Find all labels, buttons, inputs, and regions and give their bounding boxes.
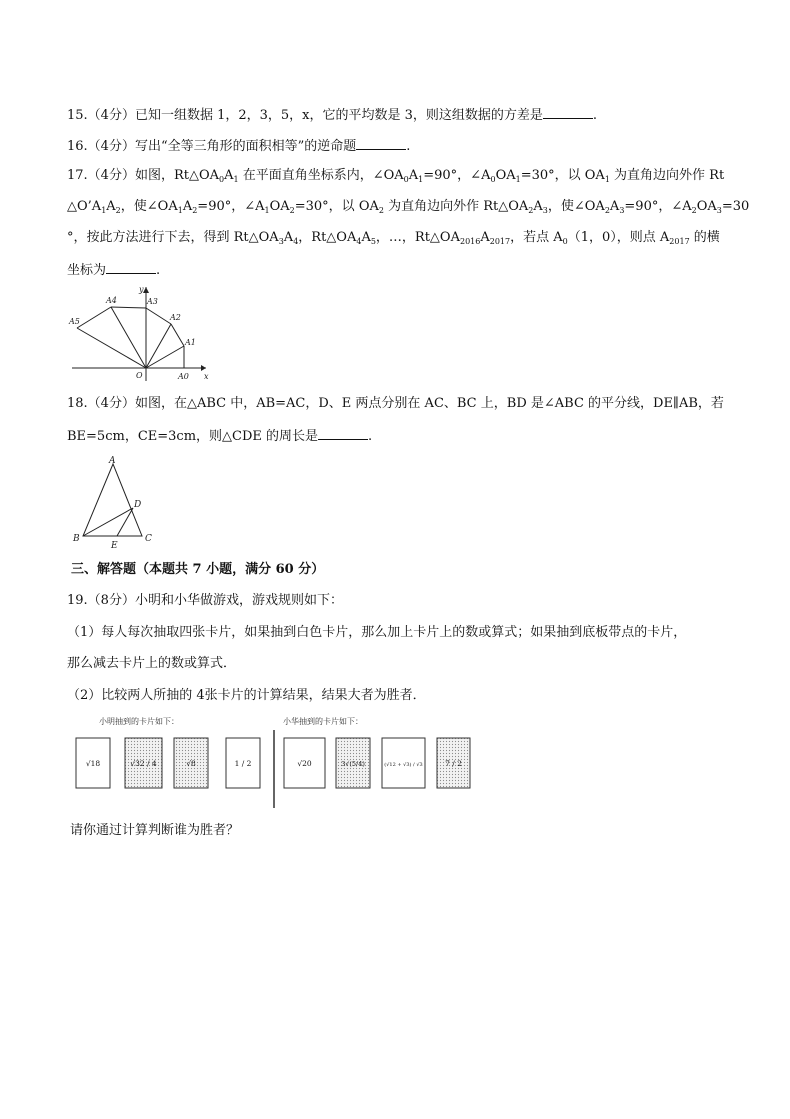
label-a1: A1 <box>185 338 196 347</box>
cards-figure <box>70 728 480 810</box>
question-18-line-1: 18.（4分）如图，在△ABC 中，AB=AC，D、E 两点分别在 AC、BC 上，BD 是∠ABC 的平分线，DE∥AB，若 <box>67 396 724 411</box>
question-17-line-1: 17.（4分）如图，$Rt\triangle OA_0A_1$ 在平面直角坐标系内，$\angle OA_0A_1=90^\circ$，$\angle A_0OA_1=30^\circ$，以 $OA_1$ 为直角边向外作 Rt <box>67 168 725 184</box>
label-b: B <box>73 534 80 544</box>
answer-blank <box>318 427 368 440</box>
figure-17-spiral-triangles <box>66 283 216 383</box>
answer-blank <box>356 137 406 150</box>
figure-18-triangle <box>70 452 160 552</box>
question-19-rule-2: （2）比较两人所抽的 4张卡片的计算结果，结果大者为胜者． <box>67 688 426 703</box>
label-y: y <box>139 285 144 294</box>
label-a5: A5 <box>69 317 80 326</box>
question-19-rule-1-cont: 那么减去卡片上的数或算式． <box>67 656 237 671</box>
label-a4: A4 <box>106 296 117 305</box>
hua-card-1-value: √20 <box>297 759 312 768</box>
ming-card-1-value: √18 <box>85 759 101 768</box>
label-d: D <box>134 500 142 510</box>
question-17-line-3: °，按此方法进行下去，得到 $Rt\triangle OA_3A_4$，$Rt\triangle OA_4A_5$，…，$Rt\triangle OA_{2016}A_{2017}$，若点 $A_0(1$，0），则点 $A_{2017}$ 的横 <box>67 230 720 246</box>
section-heading: 三、解答题（本题共 7 小题，满分 60 分） <box>71 562 325 577</box>
answer-blank <box>106 261 156 274</box>
question-19-rule-1: （1）每人每次抽取四张卡片，如果抽到白色卡片，那么加上卡片上的数或算式；如果抽到底板带点的卡片， <box>67 625 687 640</box>
question-17-line-4: 坐标为 . <box>67 263 161 278</box>
label-a0: A0 <box>178 372 189 381</box>
question-17-line-2: $\triangle O’A_1A_2$，使$\angle OA_1A_2=90^\circ$，$\angle A_1OA_2=30^\circ$，以 $OA_2$ 为直角边向外作 $Rt\triangle OA_2A_3$，使$\angle OA_2A_3=90^\circ$，$\angle A_2OA_3=30$ <box>67 199 750 215</box>
label-c: C <box>145 534 152 544</box>
question-19-prompt: 请你通过计算判断谁为胜者？ <box>70 823 240 838</box>
label-x: x <box>204 372 209 381</box>
hua-cards-caption: 小华抽到的卡片如下： <box>283 717 363 726</box>
question-19-line-1: 19.（8分）小明和小华做游戏，游戏规则如下： <box>67 593 343 608</box>
label-a2: A2 <box>170 313 181 322</box>
ming-card-4-value: 1 / 2 <box>234 759 252 768</box>
ming-card-3-value: √8 <box>186 759 196 768</box>
hua-card-2-value: 3√(5/4) <box>341 760 365 768</box>
ming-cards-caption: 小明抽到的卡片如下： <box>99 717 179 726</box>
answer-blank <box>543 106 593 119</box>
label-origin: O <box>136 371 143 380</box>
question-16: 16.（4分）写出“全等三角形的面积相等”的逆命题 . <box>67 139 411 154</box>
ming-card-2-value: √32 / 4 <box>130 759 157 768</box>
question-15: 15.（4分）已知一组数据 1，2，3，5，x，它的平均数是 3，则这组数据的方差是 . <box>67 108 598 123</box>
label-e: E <box>111 541 118 551</box>
question-18-line-2: BE=5cm，CE=3cm，则△CDE 的周长是 . <box>67 429 373 444</box>
hua-card-4-value: 7 / 2 <box>445 759 462 768</box>
label-a: A <box>109 456 116 466</box>
hua-card-3-value: (√12 + √3) / √3 <box>384 762 423 768</box>
label-a3: A3 <box>147 297 158 306</box>
